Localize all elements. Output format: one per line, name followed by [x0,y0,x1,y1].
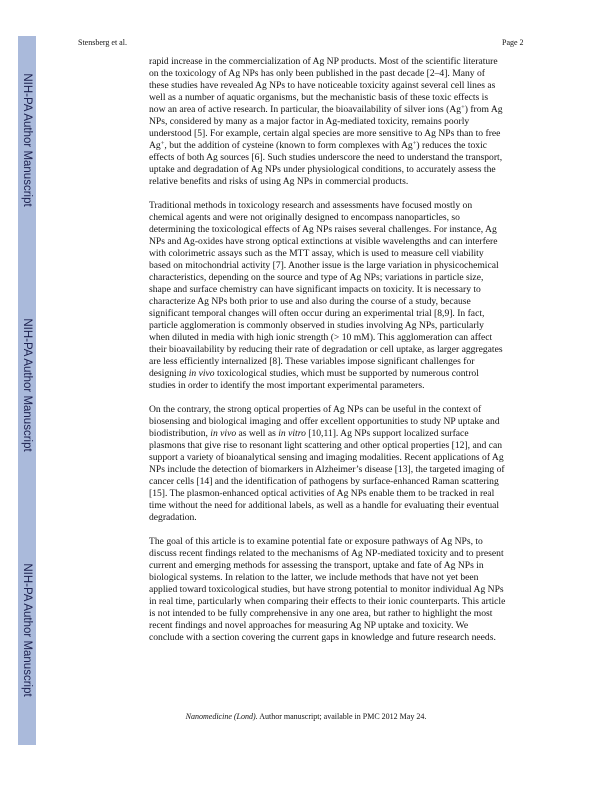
paragraph [149,56,589,188]
italic-text: in vivo [188,368,215,379]
text-line [149,104,589,116]
text-line: characteristics, depending on the source and type of Ag NPs; variations in particle size, [149,272,484,283]
text-line: biological systems. In relation to the latter, we include methods that have not yet been [149,572,479,583]
text-line: effects of both Ag sources [6]. Such studies underscore the need to understand the transport, [149,152,503,163]
text-line: are less efficiently internalized [8]. These variables impose significant challenges for [149,356,475,367]
text-segment: toxicological studies, which must be supported by numerous control [214,368,479,379]
paragraph [149,404,589,524]
text-line: uptake and degradation of Ag NPs under physiological conditions, to accurately assess the [149,164,496,175]
superscript: + [160,140,165,147]
text-line: understood [5]. For example, certain algal species are more sensitive to Ag NPs than to free [149,128,501,139]
text-segment: now an area of active research. In particular, the bioavailability of silver ions (Ag [149,104,462,115]
text-line: The goal of this article is to examine potential fate or exposure pathways of Ag NPs, to [149,536,483,547]
text-line: these studies have revealed Ag NPs to have noticeable toxicity against several cell lines as [149,80,496,91]
text-line: On the contrary, the strong optical properties of Ag NPs can be useful in the context of [149,404,482,415]
text-segment: biodistribution, [149,428,211,439]
text-line [149,140,589,152]
text-segment: [10,11]. Ag NPs support localized surface [305,428,469,439]
text-line: their bioavailability by reducing their rate of degradation or cell uptake, as larger aggregates [149,344,503,355]
text-line: on the toxicology of Ag NPs has only been published in the past decade [2–4]. Many of [149,68,485,79]
text-line: applied toward toxicological studies, but have strong potential to monitor individual Ag NPs [149,584,504,595]
text-line: determining the toxicological effects of Ag NPs raises several challenges. For instance, Ag [149,224,497,235]
running-header-author: Stensberg et al. [78,38,127,47]
italic-text: in vivo [210,428,237,439]
footer [0,712,612,721]
sidebar-label-text: NIH-PA Author Manuscript [21,563,33,697]
text-line: particle agglomeration is commonly observed in studies involving Ag NPs, particularly [149,320,484,331]
text-line: characterize Ag NPs both prior to use and also during the course of a study, because [149,296,471,307]
text-line: shape and surface chemistry can have significant impacts on toxicity. It is necessary to [149,284,481,295]
text-line: [15]. The plasmon-enhanced optical activities of Ag NPs enable them to be tracked in real [149,488,495,499]
text-line: discuss recent findings related to the mechanisms of Ag NP-mediated toxicity and to present [149,548,504,559]
text-line: plasmons that give rise to resonant light scattering and other optical properties [12], and can [149,440,503,451]
text-line: NPs, considered by many as a major factor in Ag-mediated toxicity, remains poorly [149,116,470,127]
text-segment: , but the addition of cysteine (known to form complexes with Ag [164,140,413,151]
text-line: biosensing and biological imaging and offer excellent opportunities to study NP uptake and [149,416,500,427]
text-line: well as a number of aquatic organisms, but the mechanistic basis of these toxic effects is [149,92,489,103]
text-line: conclude with a section covering the current gaps in knowledge and future research needs. [149,632,496,643]
text-line: current and emerging methods for assessing the transport, uptake and fate of Ag NPs in [149,560,484,571]
text-line: Traditional methods in toxicology research and assessments have focused mostly on [149,200,473,211]
sidebar-label-text: NIH-PA Author Manuscript [21,318,33,452]
text-line: NPs and Ag-oxides have strong optical extinctions at visible wavelengths and can interfere [149,236,498,247]
superscript: + [461,104,465,111]
text-segment: as well as [236,428,279,439]
text-line: rapid increase in the commercialization of Ag NP products. Most of the scientific literature [149,56,498,67]
text-line: cancer cells [14] and the identification of pathogens by surface-enhanced Raman scattering [149,476,499,487]
text-line: in real time, particularly when comparing their effects to their ionic counterparts. This article [149,596,506,607]
text-line: NPs include the detection of biomarkers in Alzheimer’s disease [13], the targeted imaging of [149,464,505,475]
text-segment: ) reduces the toxic [416,140,487,151]
text-line: support a variety of bioanalytical sensing and imaging modalities. Recent applications of Ag [149,452,504,463]
article-body [149,56,589,656]
journal-name: Nanomedicine (Lond). [185,712,258,721]
paragraph [149,536,589,644]
text-line: significant temporal changes will often occur during an experimental trial [8,9]. In fact, [149,308,485,319]
text-line: chemical agents and were not originally designed to encompass nanoparticles, so [149,212,460,223]
text-line: with colorimetric assays such as the MTT assay, which is used to measure cell viability [149,248,484,259]
paragraph [149,200,589,392]
text-line: recent findings and novel approaches for measuring Ag NP uptake and toxicity. We [149,620,469,631]
sidebar-label-text: NIH-PA Author Manuscript [21,73,33,207]
text-line: relative benefits and risks of using Ag NPs in commercial products. [149,176,409,187]
text-line: degradation. [149,512,197,523]
text-segment: ) from Ag [464,104,503,115]
text-line [149,428,589,440]
superscript: + [412,140,417,147]
page-number: Page 2 [502,38,524,47]
text-segment: Ag [149,140,161,151]
text-segment: designing [149,368,189,379]
italic-text: in vitro [278,428,306,439]
footer-note: Author manuscript; available in PMC 2012 May 24. [257,712,427,721]
text-line: is not intended to be fully comprehensive in any one area, but rather to highlight the most [149,608,493,619]
text-line: when diluted in media with high ionic strength (> 10 mM). This agglomeration can affect [149,332,493,343]
text-line: based on mitochondrial activity [7]. Another issue is the large variation in physicochemical [149,260,499,271]
text-line: time without the need for additional labels, as well as a handle for evaluating their eventual [149,500,500,511]
text-line [149,368,589,380]
text-line: studies in order to identify the most important experimental parameters. [149,380,425,391]
